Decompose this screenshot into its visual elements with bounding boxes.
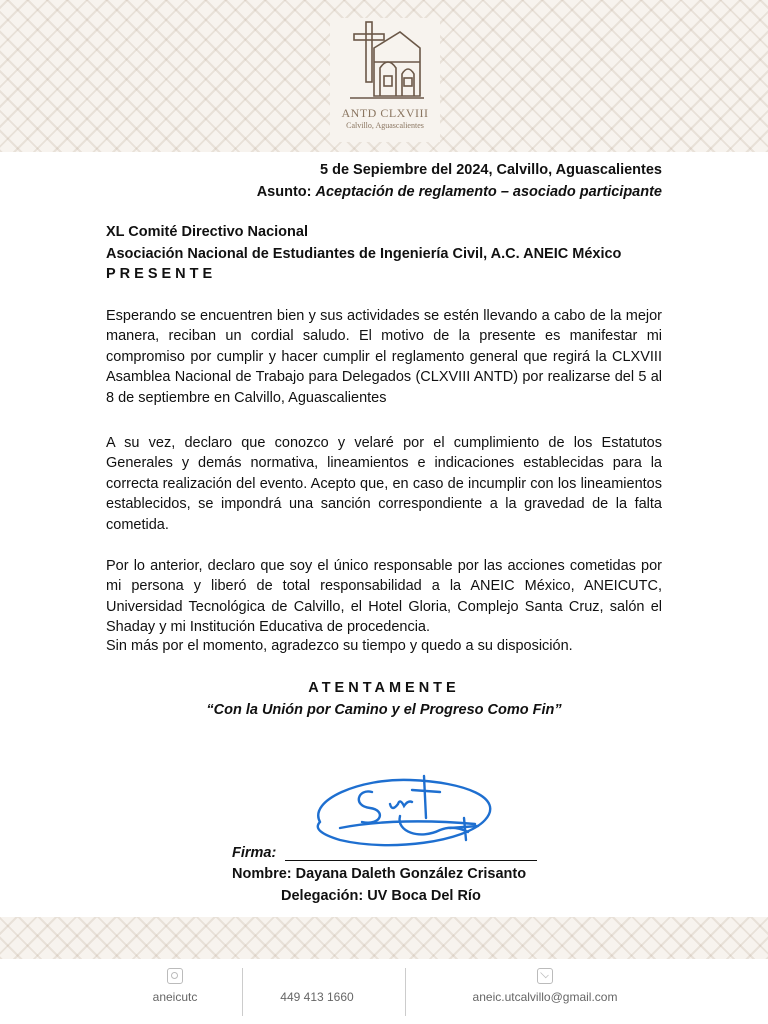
logo-title: ANTD CLXVIII bbox=[341, 106, 429, 120]
email-address: aneic.utcalvillo@gmail.com bbox=[472, 990, 618, 1004]
logo-subtitle: Calvillo, Aguascalientes bbox=[346, 121, 424, 130]
addressee-committee: XL Comité Directivo Nacional bbox=[106, 224, 308, 240]
footer-instagram[interactable] bbox=[140, 968, 210, 1016]
motto: “Con la Unión por Camino y el Progreso Como Fin” bbox=[206, 702, 562, 718]
footer-phone[interactable] bbox=[262, 968, 372, 1016]
event-logo bbox=[330, 18, 440, 142]
addressee-presente: PRESENTE bbox=[106, 266, 217, 282]
instagram-icon bbox=[167, 968, 183, 984]
footer-divider bbox=[242, 968, 243, 1016]
handwritten-signature bbox=[300, 770, 500, 870]
signer-name: Nombre: Dayana Daleth González Crisanto bbox=[232, 866, 527, 882]
closing-line: Sin más por el momento, agradezco su tiempo y quedo a su disposición. bbox=[106, 638, 573, 654]
body-paragraph-3: Por lo anterior, declaro que soy el único responsable por las acciones cometidas por mi persona y liberó de total responsabilidad a la ANEIC México, ANEICUTC, Universidad Tecnológica de Calvillo, el Hotel Gloria, Complejo Santa Cruz, salón el Shaday y mi Institución Educativa de procedencia. bbox=[106, 558, 662, 636]
instagram-handle: aneicutc bbox=[152, 990, 198, 1004]
subject-label: Asunto: bbox=[256, 184, 312, 200]
body-paragraph-2: A su vez, declaro que conozco y velaré por el cumplimiento de los Estatutos Generales y demás normativa, lineamientos e indicaciones establecidas para la correcta realización del evento. Acepto que, en caso de incumplir con los lineamientos establecidos, se impondrá una sanción correspondiente a la gravedad de la falta cometida. bbox=[106, 435, 662, 533]
footer-divider bbox=[405, 968, 406, 1016]
phone-icon bbox=[309, 968, 325, 984]
footer-email[interactable] bbox=[450, 968, 640, 1016]
addressee-association: Asociación Nacional de Estudiantes de Ingeniería Civil, A.C. ANEIC México bbox=[106, 246, 622, 262]
body-paragraph-1: Esperando se encuentren bien y sus actividades se estén llevando a cabo de la mejor manera, reciban un cordial saludo. El motivo de la presente es manifestar mi compromiso por cumplir y hacer cumplir el reglamento general que regirá la CLXVIII Asamblea Nacional de Trabajo para Delegados (CLXVIII ANTD) por realizarse del 5 al 8 de septiembre en Calvillo, Aguascalientes bbox=[106, 308, 662, 406]
signature-line bbox=[285, 860, 537, 861]
email-icon bbox=[537, 968, 553, 984]
signer-delegation: Delegación: UV Boca Del Río bbox=[281, 888, 481, 904]
date-line: 5 de Sepiembre del 2024, Calvillo, Aguascalientes bbox=[320, 162, 662, 178]
footer-pattern-band bbox=[0, 917, 768, 959]
phone-number: 449 413 1660 bbox=[280, 990, 354, 1004]
firma-label: Firma: bbox=[232, 845, 277, 861]
subject-text: Aceptación de reglamento – asociado participante bbox=[315, 184, 662, 200]
subject-line bbox=[257, 184, 662, 200]
church-cross-logo-icon bbox=[340, 18, 430, 104]
sign-off-atentamente: ATENTAMENTE bbox=[308, 680, 460, 696]
